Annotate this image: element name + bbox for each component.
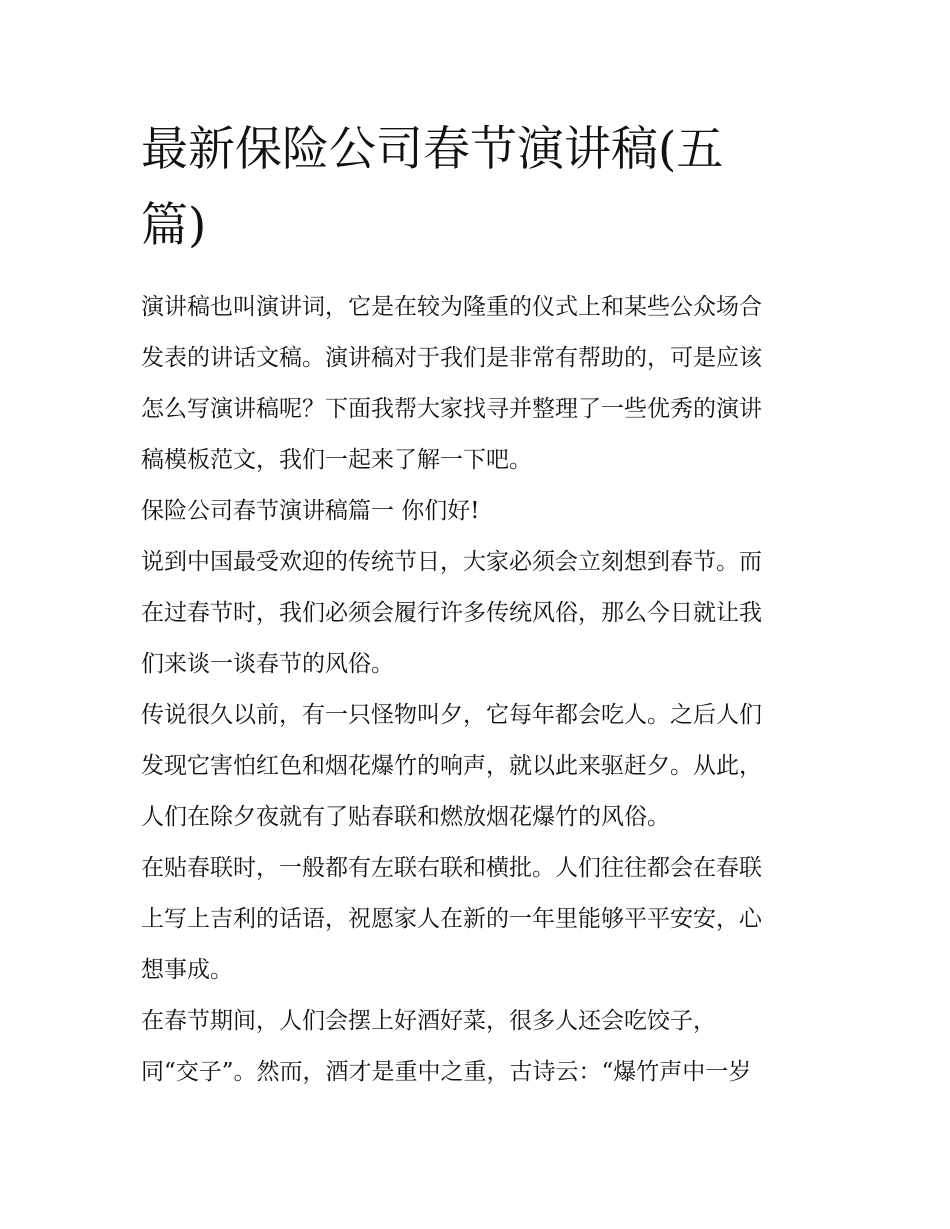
text-line: 们来谈一谈春节的风俗。 <box>141 651 394 677</box>
text-line: 稿模板范文，我们一起来了解一下吧。 <box>141 447 532 473</box>
text-line: 想事成。 <box>141 957 233 983</box>
text-line: 在过春节时，我们必须会履行许多传统风俗，那么今日就让我 <box>141 600 762 626</box>
text-line: 人们在除夕夜就有了贴春联和燃放烟花爆竹的风俗。 <box>141 804 670 830</box>
text-line: 在春节期间，人们会摆上好酒好菜，很多人还会吃饺子， <box>141 1008 716 1034</box>
intro-paragraph <box>141 282 813 486</box>
text-line: 发现它害怕红色和烟花爆竹的响声，就以此来驱赶夕。从此， <box>141 753 762 779</box>
body-paragraph <box>141 690 813 843</box>
body-paragraph <box>141 996 813 1098</box>
text-line: 同“交子”。然而，酒才是重中之重，古诗云：“爆竹声中一岁 <box>141 1059 752 1085</box>
text-line: 传说很久以前，有一只怪物叫夕，它每年都会吃人。之后人们 <box>141 702 762 728</box>
title-line: 最新保险公司春节演讲稿(五 <box>141 122 724 177</box>
text-line: 演讲稿也叫演讲词，它是在较为隆重的仪式上和某些公众场合 <box>141 294 762 320</box>
body-paragraph <box>141 843 813 996</box>
section-heading-paragraph <box>141 486 813 537</box>
text-line: 保险公司春节演讲稿篇一 你们好! <box>141 498 480 524</box>
title-line: 篇) <box>141 198 207 253</box>
body-paragraph <box>141 537 813 690</box>
text-line: 上写上吉利的话语，祝愿家人在新的一年里能够平平安安，心 <box>141 906 762 932</box>
text-line: 发表的讲话文稿。演讲稿对于我们是非常有帮助的，可是应该 <box>141 345 762 371</box>
document-body <box>141 112 813 1098</box>
text-line: 在贴春联时，一般都有左联右联和横批。人们往往都会在春联 <box>141 855 762 881</box>
text-line: 说到中国最受欢迎的传统节日，大家必须会立刻想到春节。而 <box>141 549 762 575</box>
text-line: 怎么写演讲稿呢？下面我帮大家找寻并整理了一些优秀的演讲 <box>141 396 762 422</box>
document-title <box>141 112 813 264</box>
